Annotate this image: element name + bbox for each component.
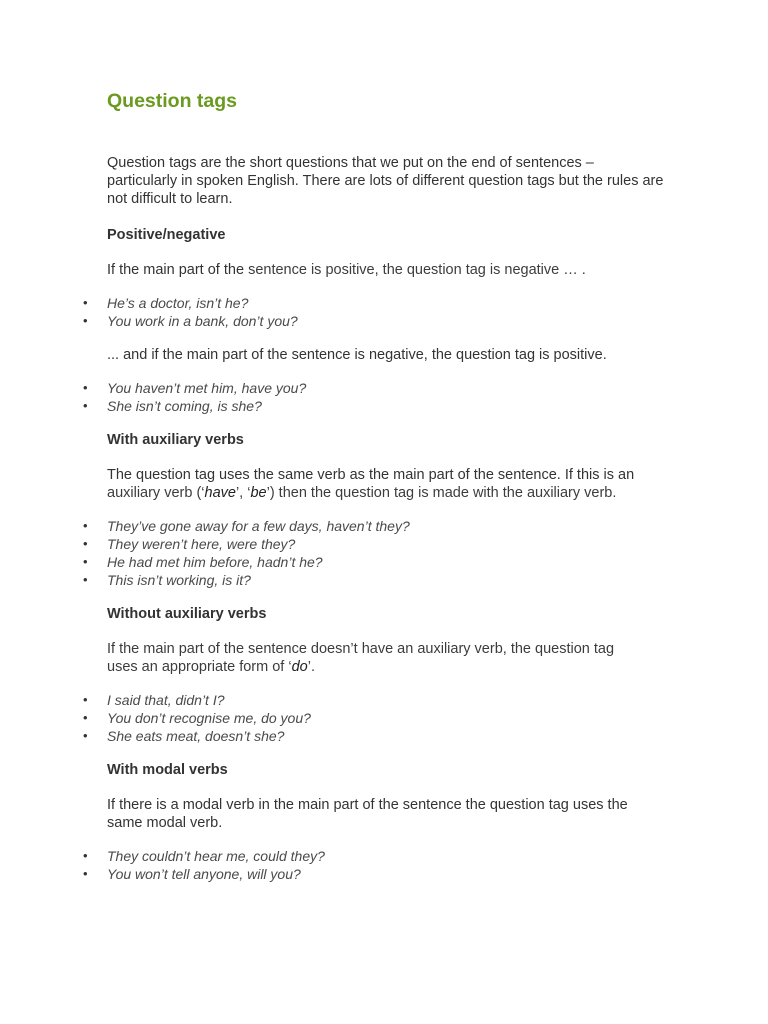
list-item xyxy=(83,865,325,883)
positive-negative-paragraph-1 xyxy=(107,261,667,279)
paragraph-text: ’. xyxy=(307,659,315,675)
auxiliary-verbs-paragraph xyxy=(107,466,667,502)
paragraph-text: ’, ‘ xyxy=(235,485,251,501)
bullet-icon: • xyxy=(83,710,88,725)
bullet-icon: • xyxy=(83,536,88,551)
page-title: Question tags xyxy=(107,90,238,112)
paragraph-text: If the main part of the sentence doesn’t have an auxiliary verb, the question tag uses an appropriate form of ‘ xyxy=(107,641,615,675)
list-item xyxy=(83,727,311,745)
emphasis-text: have xyxy=(204,485,236,501)
list-item xyxy=(83,535,410,553)
intro-paragraph: Question tags are the short questions that we put on the end of sentences – particularly in spoken English. There are lots of different question tags but the rules are not difficult to learn. xyxy=(107,155,664,207)
example-text: They weren’t here, were they? xyxy=(107,536,296,552)
list-item xyxy=(83,691,311,709)
list-item xyxy=(83,553,410,571)
example-text: You haven’t met him, have you? xyxy=(107,380,307,396)
list-item xyxy=(83,847,325,865)
section-heading-without-auxiliary-verbs: Without auxiliary verbs xyxy=(107,606,267,622)
modal-verbs-paragraph: If there is a modal verb in the main part of the sentence the question tag uses the same modal verb. xyxy=(107,797,628,831)
bullet-icon: • xyxy=(83,380,88,395)
example-text: You work in a bank, don’t you? xyxy=(107,313,298,329)
example-text: He’s a doctor, isn’t he? xyxy=(107,295,249,311)
paragraph-text: If the main part of the xyxy=(107,262,249,278)
paragraph-text: sentence is positive, the question tag is negative … . xyxy=(248,262,586,278)
list-item xyxy=(83,571,410,589)
list-item xyxy=(83,397,306,415)
bullet-icon: • xyxy=(83,728,88,743)
paragraph-text: The question tag uses the same verb as the main part of the sentence. If this is an xyxy=(107,467,635,483)
emphasis-text: be xyxy=(250,485,267,501)
example-text: You won’t tell anyone, will you? xyxy=(107,866,301,882)
example-text: She isn’t coming, is she? xyxy=(107,398,262,414)
bullet-icon: • xyxy=(83,572,88,587)
bullet-icon: • xyxy=(83,398,88,413)
paragraph-text: auxiliary verb (‘ xyxy=(107,485,205,501)
example-text: He had met him before, hadn’t he? xyxy=(107,554,323,570)
bullet-icon: • xyxy=(83,554,88,569)
bullet-icon: • xyxy=(83,295,88,310)
bullet-icon: • xyxy=(83,692,88,707)
emphasis-text: do xyxy=(291,659,308,675)
list-item xyxy=(83,294,298,312)
example-text: You don’t recognise me, do you? xyxy=(107,710,311,726)
bullet-icon: • xyxy=(83,848,88,863)
bullet-icon: • xyxy=(83,518,88,533)
without-auxiliary-examples xyxy=(83,691,311,745)
bullet-icon: • xyxy=(83,866,88,881)
bullet-icon: • xyxy=(83,313,88,328)
example-text: This isn’t working, is it? xyxy=(107,572,251,588)
auxiliary-verbs-examples xyxy=(83,517,410,589)
example-text: They couldn’t hear me, could they? xyxy=(107,848,325,864)
example-text: She eats meat, doesn’t she? xyxy=(107,728,285,744)
list-item xyxy=(83,709,311,727)
list-item xyxy=(83,379,307,397)
section-heading-positive-negative: Positive/negative xyxy=(107,227,226,243)
section-heading-auxiliary-verbs: With auxiliary verbs xyxy=(107,432,244,448)
list-item xyxy=(83,312,298,330)
example-text: I said that, didn’t I? xyxy=(107,692,225,708)
positive-negative-examples-1 xyxy=(83,294,298,330)
list-item xyxy=(83,517,410,535)
section-heading-modal-verbs: With modal verbs xyxy=(107,762,228,778)
positive-negative-examples-2 xyxy=(83,379,307,415)
example-text: They’ve gone away for a few days, haven’t they? xyxy=(107,518,410,534)
modal-verbs-examples xyxy=(83,847,325,883)
paragraph-text: ’) then the question tag is made with the auxiliary verb. xyxy=(266,485,617,501)
without-auxiliary-paragraph xyxy=(107,640,647,676)
positive-negative-paragraph-2: ... and if the main part of the sentence is negative, the question tag is positive. xyxy=(107,347,607,363)
